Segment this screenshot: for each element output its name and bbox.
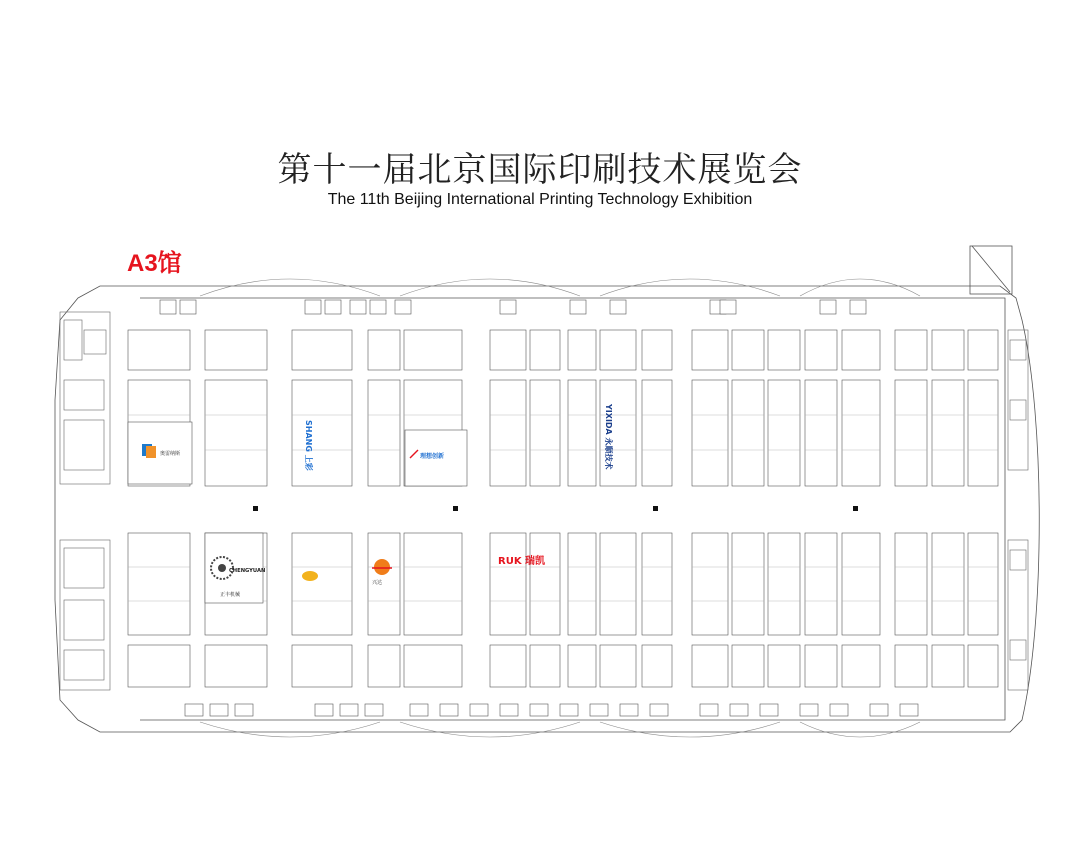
booth-top-upper[interactable] (404, 330, 462, 370)
brand-aq-logo[interactable] (128, 422, 192, 484)
booth-wall-top[interactable] (850, 300, 866, 314)
booth-wall-top[interactable] (305, 300, 321, 314)
booth-wall-bottom[interactable] (440, 704, 458, 716)
svg-text:RUK 瑞凯: RUK 瑞凯 (498, 556, 546, 567)
booth-bottom-lower[interactable] (642, 645, 672, 687)
booth-top-lower[interactable] (805, 380, 837, 486)
booth-wall-bottom[interactable] (470, 704, 488, 716)
booth-bottom-lower[interactable] (490, 645, 526, 687)
booth-bottom-upper[interactable] (842, 533, 880, 635)
booth-top-upper[interactable] (368, 330, 400, 370)
booth-bottom-upper[interactable] (968, 533, 998, 635)
booth-grid (128, 300, 998, 716)
booth-bottom-upper[interactable] (642, 533, 672, 635)
booth-wall-bottom[interactable] (210, 704, 228, 716)
booth-top-lower[interactable] (292, 380, 352, 486)
booth-wall-top[interactable] (350, 300, 366, 314)
booth-top-lower[interactable] (568, 380, 596, 486)
booth-wall-bottom[interactable] (185, 704, 203, 716)
booth-bottom-lower[interactable] (128, 645, 190, 687)
brand-aq-name: 奥雷纳斯 (160, 451, 181, 457)
svg-text:正丰机械: 正丰机械 (220, 592, 241, 598)
brand-yxd-logo[interactable] (604, 403, 614, 470)
booth-bottom-lower[interactable] (932, 645, 964, 687)
booth-bottom-lower[interactable] (292, 645, 352, 687)
booth-top-upper[interactable] (732, 330, 764, 370)
brand-lk-logo[interactable] (498, 554, 545, 567)
booth-top-upper[interactable] (932, 330, 964, 370)
booth-wall-top[interactable] (820, 300, 836, 314)
booth-bottom-upper[interactable] (404, 533, 462, 635)
booth-bottom-upper[interactable] (692, 533, 728, 635)
exhibition-title-en: The 11th Beijing International Printing Technology Exhibition (327, 191, 753, 208)
booth-wall-bottom[interactable] (620, 704, 638, 716)
booth-wall-bottom[interactable] (900, 704, 918, 716)
exhibition-title-cn: 第十一届北京国际印刷技术展览会 (277, 150, 803, 190)
booth-wall-top[interactable] (325, 300, 341, 314)
booth-wall-bottom[interactable] (650, 704, 668, 716)
booth-bottom-lower[interactable] (968, 645, 998, 687)
booth-top-lower[interactable] (895, 380, 927, 486)
booth-bottom-lower[interactable] (600, 645, 636, 687)
booth-bottom-lower[interactable] (404, 645, 462, 687)
booth-bottom-lower[interactable] (530, 645, 560, 687)
booth-wall-bottom[interactable] (530, 704, 548, 716)
booth-bottom-upper[interactable] (292, 533, 352, 635)
booth-top-lower[interactable] (490, 380, 526, 486)
svg-text:兴达: 兴达 (372, 580, 383, 586)
booth-top-upper[interactable] (968, 330, 998, 370)
booth-wall-top[interactable] (370, 300, 386, 314)
booth-bottom-lower[interactable] (732, 645, 764, 687)
svg-text:CHENGYUAN: CHENGYUAN (229, 568, 266, 574)
booth-wall-bottom[interactable] (340, 704, 358, 716)
booth-top-lower[interactable] (732, 380, 764, 486)
booth-wall-bottom[interactable] (315, 704, 333, 716)
booth-wall-bottom[interactable] (410, 704, 428, 716)
booth-wall-top[interactable] (720, 300, 736, 314)
booth-wall-bottom[interactable] (500, 704, 518, 716)
booth-wall-bottom[interactable] (760, 704, 778, 716)
booth-bottom-upper[interactable] (490, 533, 526, 635)
booth-wall-bottom[interactable] (365, 704, 383, 716)
booth-bottom-lower[interactable] (692, 645, 728, 687)
booth-top-upper[interactable] (768, 330, 800, 370)
booth-wall-bottom[interactable] (590, 704, 608, 716)
booth-bottom-upper[interactable] (805, 533, 837, 635)
brand-yellow-logo[interactable] (302, 571, 318, 581)
booth-wall-bottom[interactable] (235, 704, 253, 716)
booth-wall-top[interactable] (500, 300, 516, 314)
booth-top-lower[interactable] (932, 380, 964, 486)
booth-wall-bottom[interactable] (800, 704, 818, 716)
booth-bottom-upper[interactable] (895, 533, 927, 635)
booth-top-upper[interactable] (600, 330, 636, 370)
booth-top-upper[interactable] (205, 330, 267, 370)
booth-bottom-upper[interactable] (128, 533, 190, 635)
booth-wall-top[interactable] (160, 300, 176, 314)
booth-wall-bottom[interactable] (830, 704, 848, 716)
booth-wall-top[interactable] (180, 300, 196, 314)
brand-hx-logo[interactable] (405, 430, 467, 486)
booth-top-upper[interactable] (568, 330, 596, 370)
booth-bottom-upper[interactable] (732, 533, 764, 635)
booth-bottom-upper[interactable] (600, 533, 636, 635)
svg-text:SHANG 上彩: SHANG 上彩 (304, 420, 313, 471)
brand-shangcai-logo[interactable] (304, 420, 314, 471)
booth-top-lower[interactable] (768, 380, 800, 486)
svg-text:YIXIDA 永顺技术: YIXIDA 永顺技术 (604, 404, 613, 470)
booth-top-lower[interactable] (842, 380, 880, 486)
booth-bottom-upper[interactable] (932, 533, 964, 635)
booth-top-lower[interactable] (642, 380, 672, 486)
booth-bottom-upper[interactable] (568, 533, 596, 635)
booth-top-upper[interactable] (895, 330, 927, 370)
booth-top-upper[interactable] (128, 330, 190, 370)
brand-chengyuan-logo[interactable] (205, 533, 265, 603)
booth-wall-bottom[interactable] (730, 704, 748, 716)
booth-bottom-lower[interactable] (842, 645, 880, 687)
hall-label: A3馆 (127, 250, 182, 277)
booth-top-upper[interactable] (530, 330, 560, 370)
booth-top-lower[interactable] (530, 380, 560, 486)
left-service-area (60, 312, 110, 690)
booth-top-lower[interactable] (968, 380, 998, 486)
booth-wall-bottom[interactable] (560, 704, 578, 716)
booth-top-upper[interactable] (490, 330, 526, 370)
pillars (253, 506, 858, 511)
booth-top-lower[interactable] (692, 380, 728, 486)
booth-top-lower[interactable] (205, 380, 267, 486)
booth-bottom-lower[interactable] (205, 645, 267, 687)
booth-top-upper[interactable] (642, 330, 672, 370)
booth-wall-top[interactable] (395, 300, 411, 314)
booth-wall-bottom[interactable] (700, 704, 718, 716)
booth-bottom-lower[interactable] (768, 645, 800, 687)
right-service-area (1008, 330, 1028, 690)
booth-top-lower[interactable] (368, 380, 400, 486)
booth-bottom-lower[interactable] (805, 645, 837, 687)
booth-bottom-lower[interactable] (568, 645, 596, 687)
booth-wall-top[interactable] (570, 300, 586, 314)
svg-text:理想创新: 理想创新 (420, 453, 445, 460)
booth-wall-bottom[interactable] (870, 704, 888, 716)
booth-top-upper[interactable] (842, 330, 880, 370)
booth-bottom-lower[interactable] (895, 645, 927, 687)
booth-bottom-lower[interactable] (368, 645, 400, 687)
booth-bottom-upper[interactable] (768, 533, 800, 635)
booth-wall-top[interactable] (610, 300, 626, 314)
booth-top-upper[interactable] (805, 330, 837, 370)
booth-bottom-upper[interactable] (530, 533, 560, 635)
booth-top-upper[interactable] (292, 330, 352, 370)
booth-top-upper[interactable] (692, 330, 728, 370)
